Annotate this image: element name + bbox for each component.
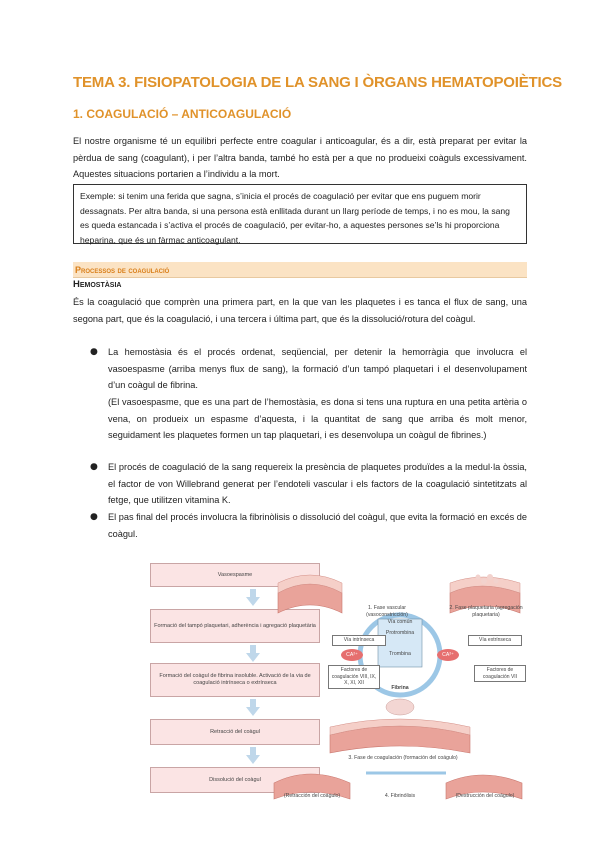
flow-arrow [250,747,256,755]
bullet-item: El procés de coagulació de la sang requereix la presència de plaquetes produïdes a la medul·la òssia, el factor de von Willebrand generat per l’endoteli vascular i els factors de la coagulació sintetitzats al fetge, que utilitzen vitamina K. [108,462,527,505]
bullet-note: (El vasoespasme, que es una part de l’hemostàsia, es dona si tens una ruptura en una petita artèria o vena, on produeix un espasme d’aquesta, i la quantitat de sang que arriba és molt menor, seguidament les plaquetes formen un tap plaquetari, i es desenvolupa un coàgul de fibrines.) [108,397,527,440]
flow-step: Dissolució del coàgul [150,767,320,793]
bullet-item: La hemostàsia és el procés ordenat, seqüencial, per detenir la hemorràgia que involucra el vasoespasme (arriba menys flux de sang), la formació d’un tampó plaquetari i el desenvolupament d’un coàgul de fibrina. [108,347,527,390]
flow-arrow [250,645,256,653]
fibrina-label: Fibrina [391,685,409,691]
trombina-label: Trombina [389,651,411,657]
intro-paragraph: El nostre organisme té un equilibri perfecte entre coagular i anticoagular, és a dir, està preparat per evitar la pèrdua de sang (coagulant), i per l’altra banda, també ho està per a que no produeixi coàguls excessivament. Aquestes situacions portarien a l’individu a la mort. [73,136,527,179]
bullet-dot: ● [90,462,98,472]
protrombina-label: Protrombina [385,630,415,636]
via-intrinseca-label: Vía intrínseca [332,635,386,646]
flow-arrow [246,707,260,716]
page-title: TEMA 3. FISIOPATOLOGIA DE LA SANG I ÒRGANS HEMATOPOIÈTICS [73,74,562,91]
subsection-heading: Processos de coagulació [73,262,527,278]
flow-arrow [246,653,260,662]
phase-2-label: 2. Fase plaquetaria (agregación plaquetaria) [449,605,523,618]
flow-arrow [250,589,256,597]
flow-step: Formació del coàgul de fibrina insoluble. Activació de la via de coagulació intrínseca o extrínseca [150,663,320,697]
fibrinolisis-label: 4. Fibrinólisis [384,793,416,799]
hemostasia-heading: Hemostàsia [73,279,122,290]
factores-right-box: Factores de coagulación VII [474,665,526,682]
ca-right-label: CA²⁺ [442,652,454,658]
flow-step: Vasoespasme [150,563,320,587]
hemostasia-paragraph: És la coagulació que comprèn una primera part, en la que van les plaquetes i es tanca el flux de sang, una segona part, que és la coagulació, i una tercera i última part, que és la dissolució/rotura del coàgul. [73,297,527,324]
coagulation-figure [70,555,530,805]
flow-arrow [246,597,260,606]
bullet-dot: ● [90,347,98,357]
example-box: Exemple: si tenim una ferida que sagna, s’inicia el procés de coagulació per evitar que ens puguem morir dessagnats. Per altra banda, si una persona està enllitada durant un llarg període de temps, i no es mou, la sang es queda estancada i s’activa el procés de coagulació, per evitar-ho, a aquestes persones se’ls hi proporciona heparina, que és un fàrmac anticoagulant. [73,184,527,244]
via-comun-label: Vía común [387,619,413,625]
phase-1-label: 1. Fase vascular (vasoconstricción) [366,605,408,618]
fibrina-mesh [386,699,414,715]
flow-arrow [246,755,260,764]
flow-arrow [250,699,256,707]
section-heading: 1. COAGULACIÓ – ANTICOAGULACIÓ [73,107,292,121]
flow-step: Retracció del coàgul [150,719,320,745]
ca-left-label: CA²⁺ [346,652,358,658]
destruccion-label: (Destrucción del coágulo) [455,793,515,799]
phase-3-label: 3. Fase de coagulación (formación del coágulo) [348,755,458,761]
bullet-item: El pas final del procés involucra la fibrinòlisis o dissolució del coàgul, que evita la formació en excés de coàgul. [108,512,527,539]
retraccion-label: (Retracción del coágulo) [283,793,341,799]
flow-step: Formació del tampó plaquetari, adherència i agregació plaquetària [150,609,320,643]
bullet-dot: ● [90,512,98,522]
factores-left-box: Factores de coagulación VIII, IX, X, XI, XII [328,665,380,689]
via-extrinseca-label: Vía extrínseca [468,635,522,646]
